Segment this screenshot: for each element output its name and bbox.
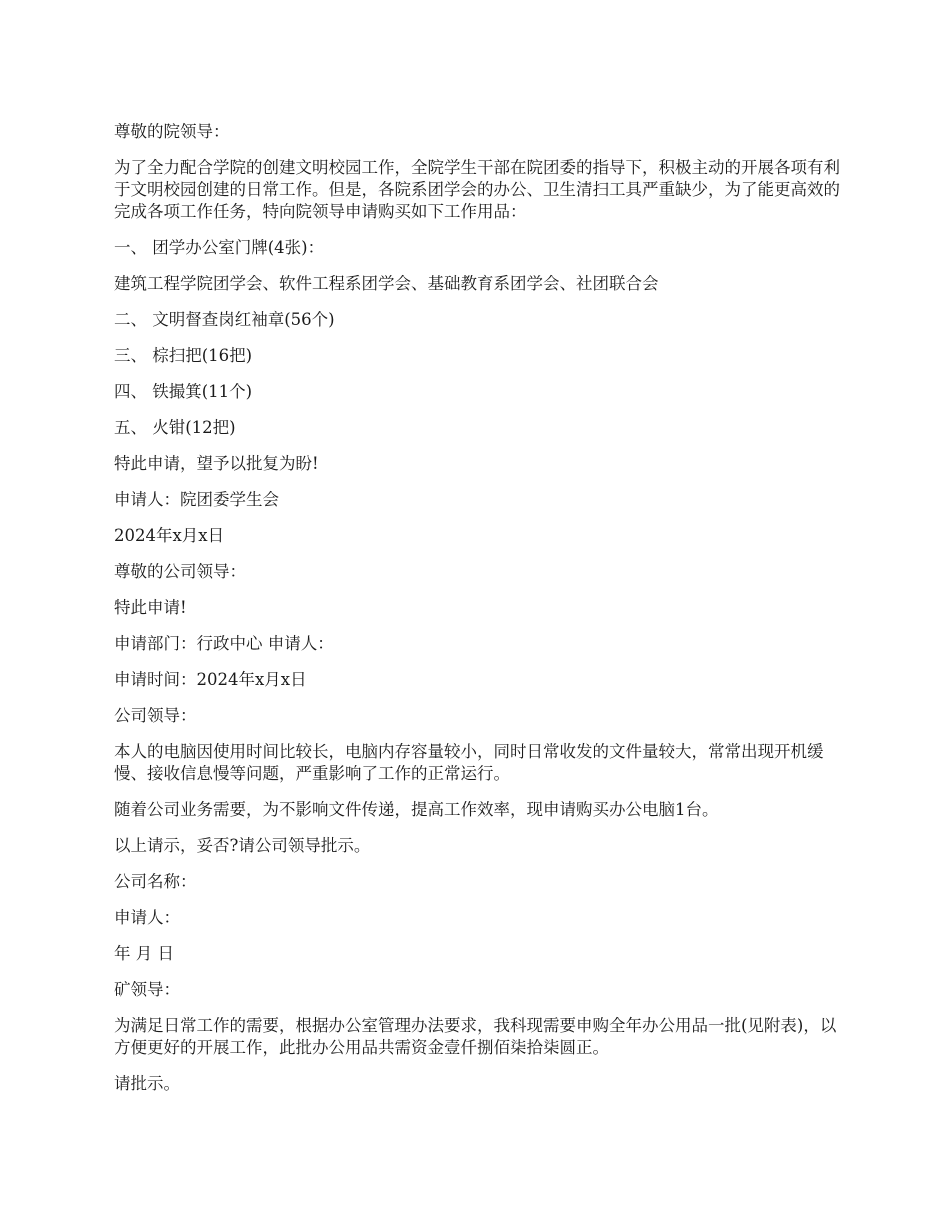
date-line: 2024年x月x日: [114, 526, 225, 545]
closing-line: 特此申请!: [114, 598, 187, 617]
body-paragraph: 本人的电脑因使用时间比较长，电脑内存容量较小，同时日常收发的文件量较大，常常出现开机缓慢、接收信息慢等问题，严重影响了工作的正常运行。: [114, 742, 824, 783]
list-item: 二、 文明督查岗红袖章(56个): [114, 310, 335, 329]
document-body: [114, 121, 840, 1109]
closing-line: 以上请示，妥否?请公司领导批示。: [114, 836, 371, 855]
date-line: 年 月 日: [114, 944, 174, 963]
closing-line: 请批示。: [114, 1074, 180, 1093]
applicant-line: 申请人：院团委学生会: [114, 490, 279, 509]
body-paragraph: 为满足日常工作的需要，根据办公室管理办法要求，我科现需要申购全年办公用品一批(见附表)，以方便更好的开展工作，此批办公用品共需资金壹仟捌佰柒拾柒圆正。: [114, 1016, 837, 1057]
body-paragraph: 随着公司业务需要，为不影响文件传递，提高工作效率，现申请购买办公电脑1台。: [114, 800, 719, 819]
salutation-mine-leader: 矿领导：: [114, 980, 180, 999]
list-item: 五、 火钳(12把): [114, 418, 236, 437]
body-paragraph: 为了全力配合学院的创建文明校园工作，全院学生干部在院团委的指导下，积极主动的开展各项有利于文明校园创建的日常工作。但是，各院系团学会的办公、卫生清扫工具严重缺少，为了能更高效的完成各项工作任务，特向院领导申请购买如下工作用品：: [114, 158, 840, 221]
date-line: 申请时间：2024年x月x日: [114, 670, 307, 689]
list-item-detail: 建筑工程学院团学会、软件工程系团学会、基础教育系团学会、社团联合会: [114, 274, 659, 293]
salutation-company-leader: 公司领导：: [114, 706, 197, 725]
list-item: 一、 团学办公室门牌(4张)：: [114, 238, 325, 257]
salutation-company: 尊敬的公司领导：: [114, 562, 246, 581]
department-line: 申请部门：行政中心 申请人：: [114, 634, 334, 653]
company-name-line: 公司名称：: [114, 872, 197, 891]
salutation-college: 尊敬的院领导：: [114, 122, 230, 141]
applicant-line: 申请人：: [114, 908, 180, 927]
list-item: 四、 铁撮箕(11个): [114, 382, 253, 401]
closing-line: 特此申请，望予以批复为盼!: [114, 454, 319, 473]
list-item: 三、 棕扫把(16把): [114, 346, 253, 365]
